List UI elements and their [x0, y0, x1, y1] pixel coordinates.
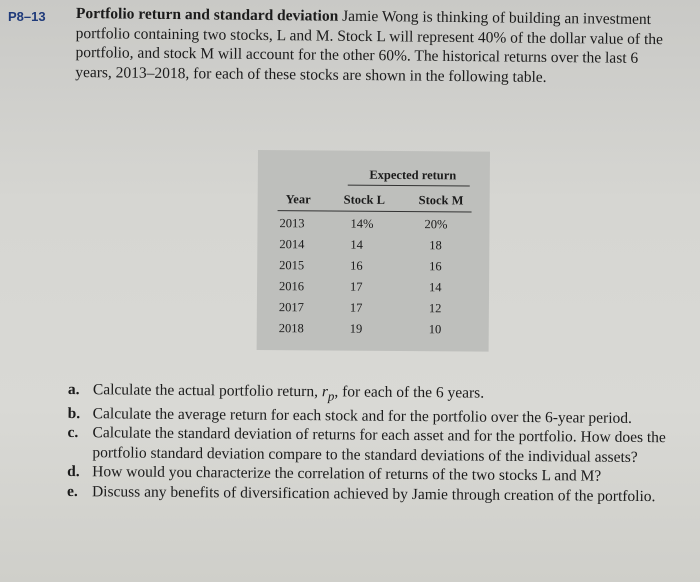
question-list — [67, 380, 680, 507]
question-label: b. — [67, 404, 81, 422]
cell-year: 2018 — [278, 321, 304, 336]
question-c — [67, 423, 679, 468]
column-rule — [278, 210, 472, 212]
cell-stock-m: 18 — [429, 238, 442, 253]
cell-stock-l: 19 — [349, 321, 363, 336]
question-label: a. — [67, 380, 80, 399]
col-header-year: Year — [285, 192, 311, 207]
cell-stock-l: 14% — [350, 216, 374, 231]
cell-year: 2016 — [279, 279, 305, 294]
cell-year: 2014 — [279, 237, 305, 252]
header-rule — [348, 185, 470, 187]
cell-stock-m: 10 — [428, 322, 442, 337]
question-e-text: Discuss any benefits of diversification achieved by Jamie through creation of the portfolio. — [91, 483, 656, 506]
question-d-text: How would you characterize the correlation of returns of the two stocks L and M? — [92, 463, 602, 486]
return-subscript: p — [327, 388, 335, 404]
problem-number: P8–13 — [8, 9, 46, 24]
cell-stock-l: 17 — [349, 279, 363, 294]
cell-stock-l: 17 — [349, 300, 363, 315]
cell-stock-m: 14 — [428, 280, 442, 295]
table-row — [257, 237, 489, 260]
question-a-text-pre: Calculate the actual portfolio return, — [92, 381, 322, 401]
table-row — [257, 216, 489, 239]
expected-return-header: Expected return — [369, 167, 457, 183]
table-row — [257, 279, 489, 302]
col-header-stock-m: Stock M — [418, 193, 464, 208]
problem-intro — [75, 4, 676, 88]
question-label: c. — [67, 424, 79, 442]
table-row — [257, 258, 489, 281]
cell-stock-l: 14 — [350, 237, 363, 252]
question-e — [67, 482, 679, 507]
question-label: d. — [67, 463, 80, 481]
problem-intro-text: Jamie Wong is thinking of building an investment portfolio containing two stocks, L and M. Stock L will represent 40% of the dollar value of the portfolio, and stock M will account for the other 60%. The historical returns over the last 6 years, 2013–2018, for each of these stocks are shown in the following table. — [75, 7, 664, 86]
cell-year: 2017 — [278, 300, 304, 315]
col-header-stock-l: Stock L — [343, 192, 386, 207]
table-row — [257, 321, 489, 344]
cell-year: 2013 — [279, 216, 305, 231]
cell-stock-l: 16 — [350, 258, 363, 273]
cell-stock-m: 16 — [429, 259, 442, 274]
cell-stock-m: 12 — [428, 301, 442, 316]
question-b-text: Calculate the average return for each stock and for the portfolio over the 6-year period. — [92, 404, 633, 427]
returns-table — [257, 150, 490, 352]
table-row — [257, 300, 489, 323]
return-variable: r — [321, 383, 328, 401]
cell-stock-m: 20% — [424, 217, 448, 232]
question-c-text: Calculate the standard deviation of returns for each asset and for the portfolio. How does the portfolio standard deviation compare to the standard deviations of the individual assets? — [92, 424, 666, 466]
problem-title: Portfolio return and standard deviation — [75, 4, 339, 25]
question-label: e. — [66, 483, 78, 501]
question-a-text-post: , for each of the 6 years. — [334, 383, 485, 402]
cell-year: 2015 — [279, 258, 305, 273]
